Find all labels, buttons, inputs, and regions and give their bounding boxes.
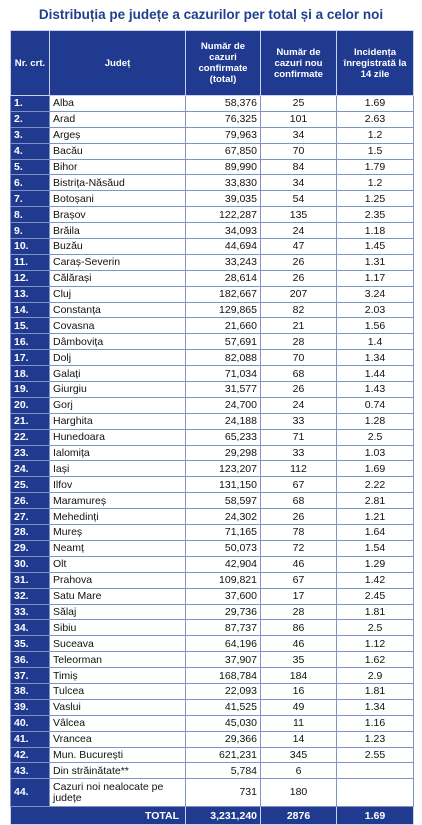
row-judet: Prahova [50,572,186,588]
row-judet: Covasna [50,318,186,334]
row-new-cases: 54 [261,191,337,207]
row-judet: Cluj [50,286,186,302]
row-new-cases: 135 [261,207,337,223]
total-new: 2876 [261,807,337,825]
table-row [11,763,414,779]
table-row [11,270,414,286]
row-new-cases: 68 [261,366,337,382]
row-incidence: 2.5 [337,429,414,445]
row-judet: Tulcea [50,683,186,699]
row-new-cases: 28 [261,334,337,350]
row-new-cases: 28 [261,604,337,620]
table-row [11,127,414,143]
row-nr: 29. [11,540,50,556]
row-total-cases: 64,196 [186,636,261,652]
row-judet: Neamț [50,540,186,556]
row-judet: Teleorman [50,652,186,668]
row-new-cases: 184 [261,668,337,684]
row-new-cases: 86 [261,620,337,636]
row-judet: Hunedoara [50,429,186,445]
row-new-cases: 26 [261,254,337,270]
row-judet: Buzău [50,239,186,255]
row-nr: 4. [11,143,50,159]
row-total-cases: 168,784 [186,668,261,684]
row-total-cases: 33,830 [186,175,261,191]
row-total-cases: 79,963 [186,127,261,143]
row-total-cases: 67,850 [186,143,261,159]
row-nr: 14. [11,302,50,318]
row-total-cases: 28,614 [186,270,261,286]
table-row [11,652,414,668]
row-nr: 18. [11,366,50,382]
row-incidence: 1.29 [337,556,414,572]
row-nr: 9. [11,223,50,239]
row-new-cases: 35 [261,652,337,668]
row-nr: 43. [11,763,50,779]
row-new-cases: 67 [261,477,337,493]
row-new-cases: 26 [261,382,337,398]
row-total-cases: 42,904 [186,556,261,572]
row-judet: Harghita [50,413,186,429]
row-incidence: 1.23 [337,731,414,747]
table-row [11,397,414,413]
row-total-cases: 71,165 [186,525,261,541]
row-judet: Bistrița-Năsăud [50,175,186,191]
table-row [11,493,414,509]
row-judet: Vâlcea [50,715,186,731]
row-nr: 22. [11,429,50,445]
table-row [11,143,414,159]
table-row [11,747,414,763]
row-new-cases: 26 [261,270,337,286]
row-nr: 6. [11,175,50,191]
table-row [11,588,414,604]
row-judet: Botoșani [50,191,186,207]
row-nr: 36. [11,652,50,668]
row-total-cases: 24,700 [186,397,261,413]
row-total-cases: 89,990 [186,159,261,175]
table-row [11,461,414,477]
row-incidence: 2.81 [337,493,414,509]
table-row [11,413,414,429]
table-row [11,366,414,382]
row-judet: Suceava [50,636,186,652]
row-total-cases: 34,093 [186,223,261,239]
row-incidence [337,779,414,807]
cases-table [10,30,414,825]
row-nr: 26. [11,493,50,509]
row-new-cases: 17 [261,588,337,604]
row-total-cases: 131,150 [186,477,261,493]
row-total-cases: 57,691 [186,334,261,350]
row-new-cases: 33 [261,445,337,461]
row-incidence: 2.63 [337,111,414,127]
row-total-cases: 21,660 [186,318,261,334]
row-judet: Galați [50,366,186,382]
table-row [11,556,414,572]
total-cases: 3,231,240 [186,807,261,825]
row-judet: Satu Mare [50,588,186,604]
row-incidence: 0.74 [337,397,414,413]
row-nr: 39. [11,699,50,715]
row-total-cases: 29,298 [186,445,261,461]
row-incidence: 1.31 [337,254,414,270]
table-row [11,223,414,239]
row-total-cases: 45,030 [186,715,261,731]
row-total-cases: 24,188 [186,413,261,429]
row-nr: 8. [11,207,50,223]
table-row [11,286,414,302]
row-new-cases: 71 [261,429,337,445]
row-total-cases: 71,034 [186,366,261,382]
row-new-cases: 112 [261,461,337,477]
row-total-cases: 33,243 [186,254,261,270]
row-incidence: 1.03 [337,445,414,461]
row-new-cases: 46 [261,556,337,572]
row-total-cases: 82,088 [186,350,261,366]
row-nr: 42. [11,747,50,763]
row-judet: Mun. București [50,747,186,763]
row-total-cases: 24,302 [186,509,261,525]
table-row [11,254,414,270]
row-total-cases: 39,035 [186,191,261,207]
row-total-cases: 65,233 [186,429,261,445]
row-nr: 11. [11,254,50,270]
row-judet: Caraș-Severin [50,254,186,270]
row-incidence: 1.44 [337,366,414,382]
table-header-row [11,31,414,96]
row-total-cases: 621,231 [186,747,261,763]
row-nr: 3. [11,127,50,143]
row-total-cases: 44,694 [186,239,261,255]
row-new-cases: 345 [261,747,337,763]
row-incidence: 1.42 [337,572,414,588]
row-judet: Sibiu [50,620,186,636]
table-row [11,731,414,747]
row-nr: 24. [11,461,50,477]
row-new-cases: 70 [261,350,337,366]
row-nr: 31. [11,572,50,588]
row-incidence: 1.43 [337,382,414,398]
row-nr: 30. [11,556,50,572]
header-nr: Nr. crt. [11,31,50,96]
row-new-cases: 11 [261,715,337,731]
row-incidence: 3.24 [337,286,414,302]
row-new-cases: 6 [261,763,337,779]
row-new-cases: 16 [261,683,337,699]
row-new-cases: 207 [261,286,337,302]
row-judet: Mureș [50,525,186,541]
table-row [11,668,414,684]
row-incidence: 1.34 [337,350,414,366]
row-incidence: 1.79 [337,159,414,175]
table-row [11,715,414,731]
row-judet: Ilfov [50,477,186,493]
row-judet: Din străinătate** [50,763,186,779]
row-judet: Sălaj [50,604,186,620]
row-incidence: 1.5 [337,143,414,159]
row-incidence: 1.69 [337,461,414,477]
table-row [11,239,414,255]
row-incidence: 1.81 [337,683,414,699]
row-new-cases: 82 [261,302,337,318]
row-incidence [337,763,414,779]
row-incidence: 1.18 [337,223,414,239]
row-nr: 38. [11,683,50,699]
header-incidenta: Incidența înregistrată la 14 zile [337,31,414,96]
total-row [11,807,414,825]
row-incidence: 1.54 [337,540,414,556]
row-judet: Timiș [50,668,186,684]
row-total-cases: 50,073 [186,540,261,556]
row-new-cases: 24 [261,223,337,239]
row-new-cases: 180 [261,779,337,807]
row-total-cases: 109,821 [186,572,261,588]
row-total-cases: 29,366 [186,731,261,747]
row-judet: Vaslui [50,699,186,715]
row-nr: 2. [11,111,50,127]
row-incidence: 1.17 [337,270,414,286]
row-total-cases: 87,737 [186,620,261,636]
table-row [11,207,414,223]
page-title: Distribuția pe județe a cazurilor per total și a celor noi [38,7,384,22]
row-nr: 44. [11,779,50,807]
row-judet: Bihor [50,159,186,175]
row-incidence: 1.81 [337,604,414,620]
row-new-cases: 26 [261,509,337,525]
row-incidence: 1.2 [337,175,414,191]
row-nr: 12. [11,270,50,286]
row-judet: Călărași [50,270,186,286]
row-judet: Dolj [50,350,186,366]
row-incidence: 1.64 [337,525,414,541]
header-total: Număr de cazuri confirmate (total) [186,31,261,96]
table-row [11,96,414,112]
row-new-cases: 70 [261,143,337,159]
row-judet: Mehedinți [50,509,186,525]
row-new-cases: 25 [261,96,337,112]
row-incidence: 1.62 [337,652,414,668]
row-judet: Olt [50,556,186,572]
table-row [11,445,414,461]
row-incidence: 2.22 [337,477,414,493]
table-row [11,477,414,493]
header-noi: Număr de cazuri nou confirmate [261,31,337,96]
row-nr: 16. [11,334,50,350]
row-total-cases: 5,784 [186,763,261,779]
row-judet: Argeș [50,127,186,143]
row-incidence: 1.16 [337,715,414,731]
table-row [11,779,414,807]
table-row [11,636,414,652]
total-incidence: 1.69 [337,807,414,825]
row-incidence: 1.2 [337,127,414,143]
row-nr: 33. [11,604,50,620]
table-row [11,350,414,366]
row-incidence: 1.69 [337,96,414,112]
table-row [11,540,414,556]
row-nr: 25. [11,477,50,493]
row-nr: 1. [11,96,50,112]
row-nr: 34. [11,620,50,636]
row-total-cases: 22,093 [186,683,261,699]
table-row [11,302,414,318]
row-nr: 5. [11,159,50,175]
table-row [11,509,414,525]
row-nr: 23. [11,445,50,461]
row-new-cases: 21 [261,318,337,334]
row-incidence: 2.9 [337,668,414,684]
table-row [11,159,414,175]
table-row [11,429,414,445]
table-row [11,382,414,398]
row-new-cases: 24 [261,397,337,413]
row-incidence: 1.21 [337,509,414,525]
table-row [11,683,414,699]
row-total-cases: 731 [186,779,261,807]
row-judet: Brașov [50,207,186,223]
row-incidence: 1.12 [337,636,414,652]
table-row [11,111,414,127]
row-new-cases: 67 [261,572,337,588]
row-incidence: 2.03 [337,302,414,318]
row-total-cases: 41,525 [186,699,261,715]
table-row [11,334,414,350]
table-row [11,318,414,334]
table-row [11,620,414,636]
row-nr: 20. [11,397,50,413]
row-incidence: 1.34 [337,699,414,715]
row-total-cases: 123,207 [186,461,261,477]
row-incidence: 1.45 [337,239,414,255]
row-total-cases: 182,667 [186,286,261,302]
row-nr: 28. [11,525,50,541]
row-new-cases: 78 [261,525,337,541]
row-judet: Gorj [50,397,186,413]
row-judet: Bacău [50,143,186,159]
row-nr: 21. [11,413,50,429]
row-total-cases: 37,600 [186,588,261,604]
row-new-cases: 34 [261,127,337,143]
table-row [11,604,414,620]
table-row [11,191,414,207]
row-new-cases: 49 [261,699,337,715]
row-incidence: 1.25 [337,191,414,207]
row-incidence: 2.35 [337,207,414,223]
table-row [11,572,414,588]
row-nr: 17. [11,350,50,366]
row-nr: 41. [11,731,50,747]
table-row [11,525,414,541]
row-judet: Dâmbovița [50,334,186,350]
row-nr: 37. [11,668,50,684]
row-new-cases: 72 [261,540,337,556]
row-judet: Maramureș [50,493,186,509]
row-incidence: 2.45 [337,588,414,604]
row-judet: Vrancea [50,731,186,747]
row-judet: Arad [50,111,186,127]
row-incidence: 2.55 [337,747,414,763]
row-new-cases: 47 [261,239,337,255]
row-total-cases: 76,325 [186,111,261,127]
row-nr: 27. [11,509,50,525]
row-total-cases: 58,376 [186,96,261,112]
row-incidence: 2.5 [337,620,414,636]
row-new-cases: 14 [261,731,337,747]
row-nr: 10. [11,239,50,255]
row-judet: Brăila [50,223,186,239]
row-judet: Cazuri noi nealocate pe județe [50,779,186,807]
table-body [11,96,414,807]
row-total-cases: 37,907 [186,652,261,668]
row-nr: 35. [11,636,50,652]
row-total-cases: 58,597 [186,493,261,509]
row-judet: Alba [50,96,186,112]
row-total-cases: 122,287 [186,207,261,223]
row-nr: 13. [11,286,50,302]
header-judet: Județ [50,31,186,96]
row-new-cases: 34 [261,175,337,191]
row-new-cases: 101 [261,111,337,127]
row-nr: 32. [11,588,50,604]
total-label: TOTAL [11,807,186,825]
row-incidence: 1.4 [337,334,414,350]
row-nr: 19. [11,382,50,398]
row-judet: Constanța [50,302,186,318]
row-incidence: 1.56 [337,318,414,334]
row-judet: Ialomița [50,445,186,461]
row-new-cases: 84 [261,159,337,175]
row-total-cases: 29,736 [186,604,261,620]
row-new-cases: 33 [261,413,337,429]
row-judet: Iași [50,461,186,477]
row-total-cases: 129,865 [186,302,261,318]
row-nr: 7. [11,191,50,207]
row-judet: Giurgiu [50,382,186,398]
row-nr: 40. [11,715,50,731]
row-new-cases: 68 [261,493,337,509]
row-nr: 15. [11,318,50,334]
table-row [11,175,414,191]
table-row [11,699,414,715]
row-total-cases: 31,577 [186,382,261,398]
row-incidence: 1.28 [337,413,414,429]
row-new-cases: 46 [261,636,337,652]
